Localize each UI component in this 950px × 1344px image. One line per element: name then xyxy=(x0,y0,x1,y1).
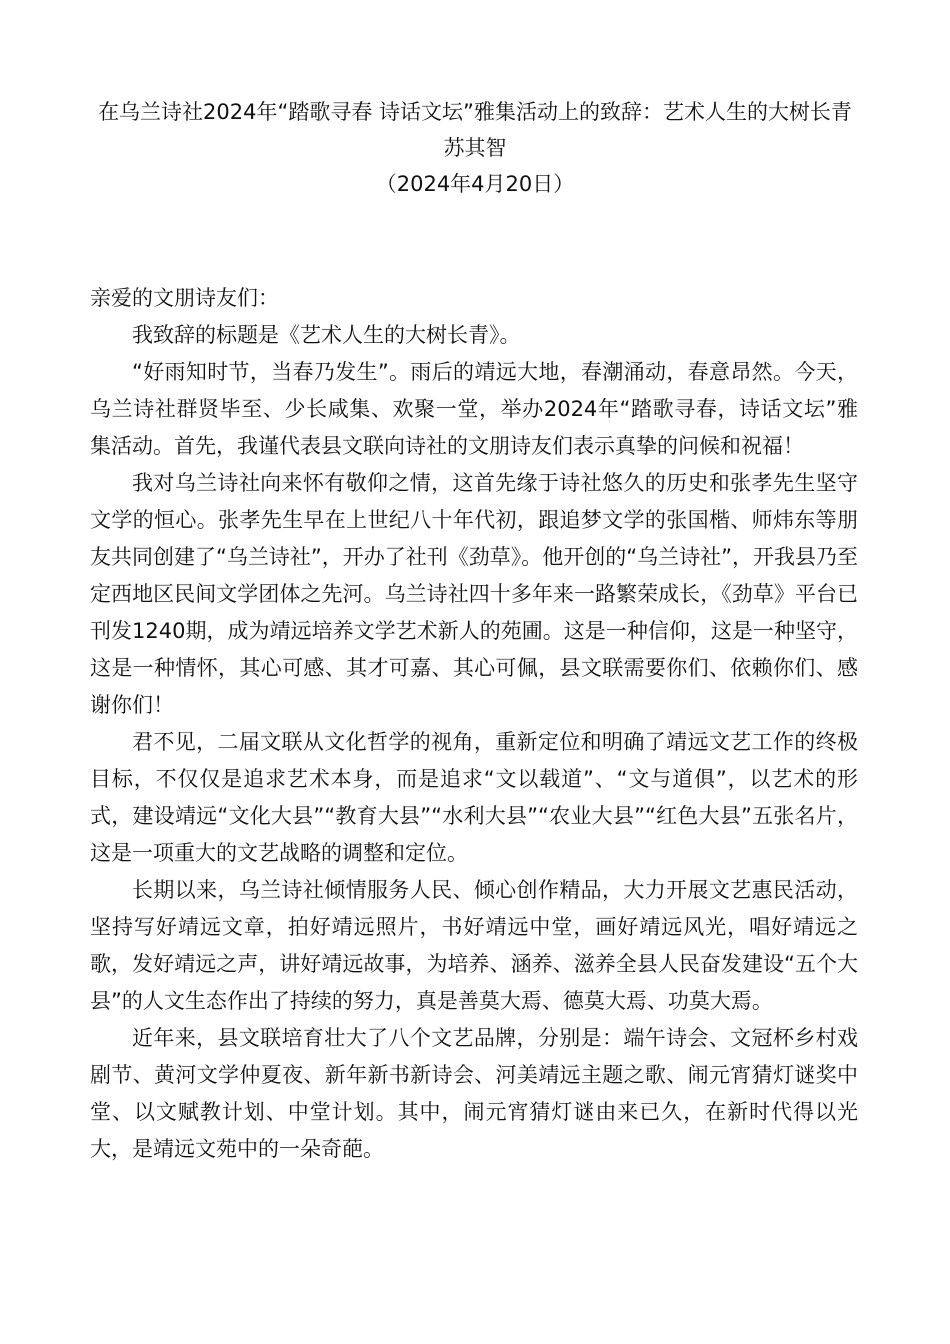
paragraph: 近年来，县文联培育壮大了八个文艺品牌，分别是：端午诗会、文冠杯乡村戏剧节、黄河文学仲夏夜、新年新书新诗会、河美靖远主题之歌、闹元宵猜灯谜奖中堂、以文赋教计划、中堂计划。其中，闹元宵猜灯谜由来已久，在新时代得以光大，是靖远文苑中的一朵奇葩。 xyxy=(90,1026,858,1161)
document-date: （2024年4月20日） xyxy=(375,172,575,196)
paragraph: 我致辞的标题是《艺术人生的大树长青》。 xyxy=(132,323,521,347)
document-title: 在乌兰诗社2024年“踏歌寻春 诗话文坛”雅集活动上的致辞：艺术人生的大树长青 xyxy=(98,100,852,124)
paragraph: 我对乌兰诗社向来怀有敬仰之情，这首先缘于诗社悠久的历史和张孝先生坚守文学的恒心。张孝先生早在上世纪八十年代初，跟追梦文学的张国楷、师炜东等朋友共同创建了“乌兰诗社”，开办了社刊《劲草》。他开创的“乌兰诗社”，开我县乃至定西地区民间文学团体之先河。乌兰诗社四十多年来一路繁荣成长，《劲草》平台已刊发1240期，成为靖远培养文学艺术新人的苑圃。这是一种信仰，这是一种坚守，这是一种情怀，其心可感、其才可嘉、其心可佩，县文联需要你们、依赖你们、感谢你们！ xyxy=(90,471,859,717)
paragraph: 君不见，二届文联从文化哲学的视角，重新定位和明确了靖远文艺工作的终极目标，不仅仅是追求艺术本身，而是追求“文以载道”、“文与道俱”，以艺术的形式，建设靖远“文化大县”“教育大县”“水利大县”“农业大县”“红色大县”五张名片，这是一项重大的文艺战略的调整和定位。 xyxy=(90,730,858,865)
document-author: 苏其智 xyxy=(443,136,507,160)
document-header xyxy=(90,94,860,202)
paragraph: 长期以来，乌兰诗社倾情服务人民、倾心创作精品，大力开展文艺惠民活动，坚持写好靖远文章，拍好靖远照片，书好靖远中堂，画好靖远风光，唱好靖远之歌，发好靖远之声，讲好靖远故事，为培养、涵养、滋养全县人民奋发建设“五个大县”的人文生态作出了持续的努力，真是善莫大焉、德莫大焉、功莫大焉。 xyxy=(90,878,858,1013)
salutation: 亲爱的文朋诗友们： xyxy=(90,286,279,310)
document-body xyxy=(90,280,858,1168)
paragraph: “好雨知时节，当春乃发生”。雨后的靖远大地，春潮涌动，春意昂然。今天，乌兰诗社群贤毕至、少长咸集、欢聚一堂，举办2024年“踏歌寻春，诗话文坛”雅集活动。首先，我谨代表县文联向诗社的文朋诗友们表示真挚的问候和祝福！ xyxy=(90,360,858,458)
